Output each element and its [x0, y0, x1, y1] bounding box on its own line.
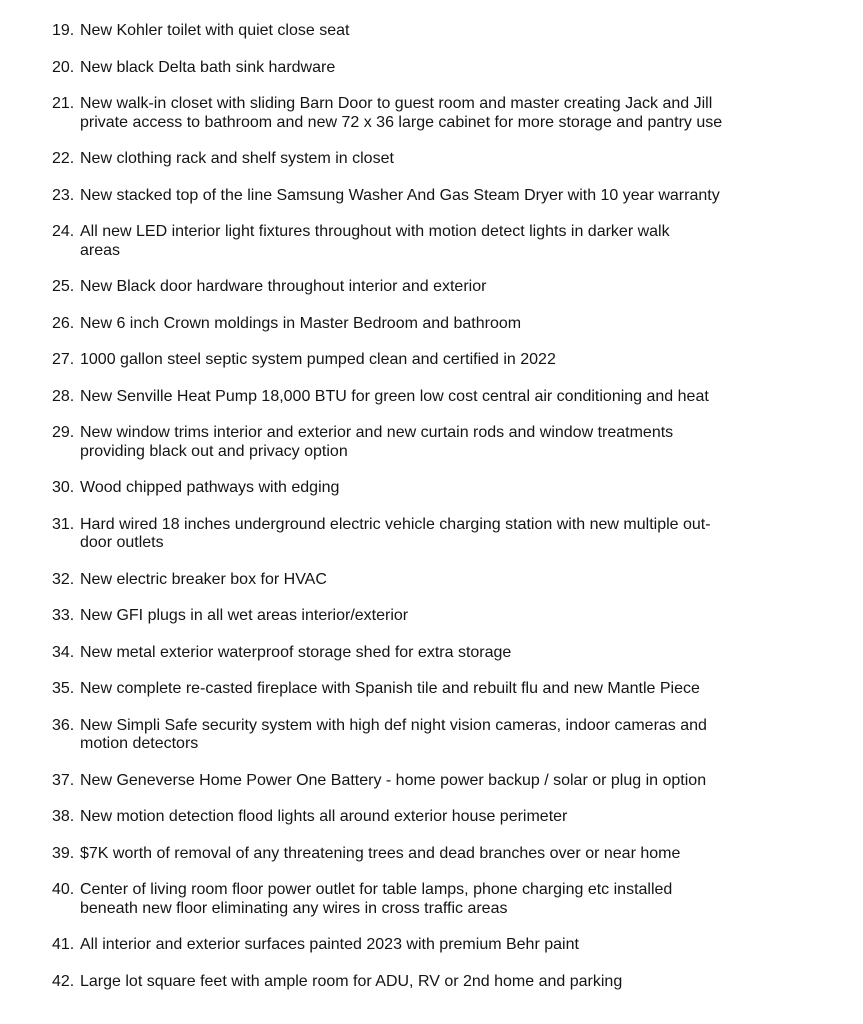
- item-text-line: Hard wired 18 inches underground electric vehicle charging station with new multiple out-: [80, 515, 711, 533]
- list-item: [52, 388, 772, 407]
- item-number: 41.: [52, 936, 75, 953]
- item-text: [80, 936, 772, 955]
- list-item: [52, 845, 772, 864]
- item-text: [80, 571, 772, 590]
- item-number: 26.: [52, 314, 75, 332]
- list-item: [52, 187, 772, 206]
- item-text-line: New clothing rack and shelf system in closet: [80, 150, 394, 167]
- list-item: [52, 644, 772, 663]
- item-number: 19.: [52, 22, 75, 39]
- list-item: [52, 973, 772, 992]
- item-text: [80, 881, 772, 918]
- item-number: 29.: [52, 424, 75, 441]
- item-number: 21.: [52, 95, 75, 112]
- list-item: [52, 936, 772, 955]
- item-text: [80, 973, 772, 992]
- item-text-line: private access to bathroom and new 72 x 36 large cabinet for more storage and pantry use: [80, 113, 723, 131]
- item-text-line: door outlets: [80, 534, 164, 551]
- item-text: [80, 516, 772, 553]
- item-text: [80, 150, 772, 169]
- item-number: 20.: [52, 58, 75, 76]
- item-text: [80, 644, 772, 663]
- item-text-line: New metal exterior waterproof storage shed for extra storage: [80, 643, 512, 661]
- item-text-line: Center of living room floor power outlet for table lamps, phone charging etc installed: [80, 881, 673, 898]
- item-number: 42.: [52, 972, 75, 990]
- item-text-line: beneath new floor eliminating any wires in cross traffic areas: [80, 899, 508, 917]
- item-text: [80, 278, 772, 297]
- item-text: [80, 187, 772, 206]
- list-item: [52, 772, 772, 791]
- item-text: [80, 351, 772, 370]
- item-number: 22.: [52, 150, 75, 167]
- item-text: [80, 388, 772, 407]
- item-number: 25.: [52, 278, 75, 295]
- item-number: 40.: [52, 881, 75, 898]
- list-item: [52, 351, 772, 370]
- item-text-line: $7K worth of removal of any threatening trees and dead branches over or near home: [80, 844, 681, 862]
- item-text-line: New Black door hardware throughout interior and exterior: [80, 278, 487, 295]
- item-number: 38.: [52, 808, 75, 825]
- list-item: [52, 607, 772, 626]
- list-item: [52, 59, 772, 78]
- list-item: [52, 717, 772, 754]
- item-text-line: New stacked top of the line Samsung Washer And Gas Steam Dryer with 10 year warranty: [80, 186, 720, 204]
- list-item: [52, 479, 772, 498]
- item-number: 37.: [52, 771, 75, 789]
- item-text: [80, 772, 772, 791]
- item-text-line: New GFI plugs in all wet areas interior/exterior: [80, 607, 409, 624]
- item-text: [80, 479, 772, 498]
- list-item: [52, 150, 772, 169]
- list-item: [52, 22, 772, 41]
- item-text-line: motion detectors: [80, 735, 199, 752]
- item-number: 27.: [52, 351, 75, 368]
- item-text-line: New Geneverse Home Power One Battery - home power backup / solar or plug in option: [80, 771, 707, 789]
- list-item: [52, 424, 772, 461]
- item-number: 32.: [52, 570, 75, 588]
- item-text: [80, 315, 772, 334]
- list-item: [52, 516, 772, 553]
- list-item: [52, 223, 772, 260]
- item-text-line: New Simpli Safe security system with high def night vision cameras, indoor cameras and: [80, 716, 707, 734]
- item-text-line: New window trims interior and exterior and new curtain rods and window treatments: [80, 424, 674, 441]
- item-number: 34.: [52, 643, 75, 661]
- item-text-line: New Senville Heat Pump 18,000 BTU for green low cost central air conditioning and heat: [80, 387, 709, 405]
- item-text: [80, 95, 772, 132]
- list-item: [52, 95, 772, 132]
- item-text: [80, 22, 772, 41]
- item-text-line: New black Delta bath sink hardware: [80, 58, 336, 76]
- item-text: [80, 59, 772, 78]
- item-text-line: All new LED interior light fixtures throughout with motion detect lights in darker walk: [80, 223, 670, 240]
- item-number: 31.: [52, 515, 75, 533]
- list-item: [52, 808, 772, 827]
- item-text: [80, 717, 772, 754]
- feature-list: [52, 22, 772, 1009]
- list-item: [52, 278, 772, 297]
- list-item: [52, 571, 772, 590]
- list-item: [52, 881, 772, 918]
- list-item: [52, 315, 772, 334]
- item-text-line: New motion detection flood lights all around exterior house perimeter: [80, 808, 568, 825]
- item-text: [80, 223, 772, 260]
- list-item: [52, 680, 772, 699]
- item-text: [80, 845, 772, 864]
- item-text-line: New 6 inch Crown moldings in Master Bedroom and bathroom: [80, 314, 522, 332]
- item-text-line: New electric breaker box for HVAC: [80, 570, 327, 588]
- item-text: [80, 607, 772, 626]
- item-number: 39.: [52, 844, 75, 862]
- item-number: 36.: [52, 716, 75, 734]
- item-text-line: All interior and exterior surfaces painted 2023 with premium Behr paint: [80, 936, 579, 953]
- item-text: [80, 680, 772, 699]
- item-text: [80, 424, 772, 461]
- item-text-line: 1000 gallon steel septic system pumped clean and certified in 2022: [80, 351, 556, 368]
- item-text-line: New Kohler toilet with quiet close seat: [80, 22, 350, 39]
- item-text-line: Wood chipped pathways with edging: [80, 479, 340, 496]
- item-number: 33.: [52, 607, 75, 624]
- item-text-line: New complete re-casted fireplace with Spanish tile and rebuilt flu and new Mantle Piece: [80, 680, 700, 697]
- item-text-line: providing black out and privacy option: [80, 442, 348, 460]
- item-number: 23.: [52, 186, 75, 204]
- item-number: 30.: [52, 479, 75, 496]
- item-text-line: Large lot square feet with ample room for ADU, RV or 2nd home and parking: [80, 972, 623, 990]
- item-text: [80, 808, 772, 827]
- item-number: 28.: [52, 387, 75, 405]
- item-number: 24.: [52, 223, 75, 240]
- item-text-line: areas: [80, 241, 121, 259]
- item-number: 35.: [52, 680, 75, 697]
- item-text-line: New walk-in closet with sliding Barn Door to guest room and master creating Jack and Jill: [80, 95, 713, 112]
